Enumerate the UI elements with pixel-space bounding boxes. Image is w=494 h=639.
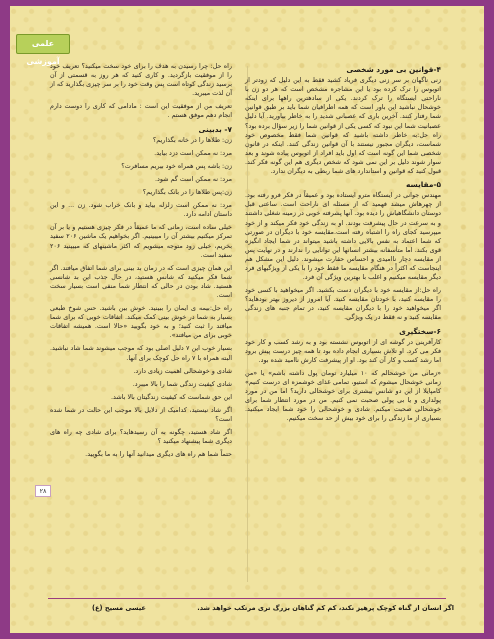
dialogue-line: زن:پس طلاها را در بانک بگذاریم؟ bbox=[142, 188, 232, 197]
paragraph: این حق شماست که کیفیت زندگیتان بالا باشد. bbox=[110, 392, 232, 401]
paragraph: شادی کیفیت زندگی شما را بالا میبرد. bbox=[132, 379, 232, 388]
paragraph: مهندس جوانی در ایستگاه مترو ایستاده بود و عمیقاً در فکر فرو رفته بود. از چهرهاش میشد فهمید که از مسئله ای ناراحت است. ساعتی قبل دوستان دانشگاهیاش را دیده بود. آنها پشرفته خوبی در زمینه شغلی داشتند و به سرعت در حال پیشرفت بودند. او به زندگی خود فکر میکند و از خود میپرسید کجای راه را اشتباه رفته است.مقایسه خود با دیگران در صورتی که شما اعتماد به نفس بالایی داشته باشید میتواند در شما ایجاد انگیزه قوی بکند. اما متأسفانه بیشتر انسانها این توانایی را ندارند و در نهایت پس از مقایسه دچار ناامیدی و احساس حقارت میشوند. دلیل این مشکل هم اینجاست که اکثراً در هنگام مقایسه ما فقط خود را با یکی از ویژگیهای فرد دیگر مقایسه میکنیم و اغلب با بهترین ویژگی آن فرد. bbox=[245, 191, 441, 282]
footer-quote: اگر انسان از گناه کوچک پرهیز نکند، کم کم گناهان بزرگ تری مرتکب خواهد شد. bbox=[197, 604, 454, 612]
heading-personal-rules: ۴-قوانین بی مورد شخصی bbox=[346, 65, 441, 74]
footer-rule bbox=[48, 598, 446, 599]
heading-strictness: ۶-سختگیری bbox=[399, 326, 441, 336]
paragraph: راه حل:بیمه ی ایمان را ببینید. خوش بین باشید. حس شوخ طبعی بسیار به شما در خوش بینی کمک میکند. اتفاقات خوبی که برای شما میافتد را ثبت کنید؛ و به خود بگویید «حالا است. همیشه اتفاقات خوبی برای من میافتد». bbox=[50, 304, 232, 340]
right-column bbox=[245, 62, 441, 427]
page-number: ۲۸ bbox=[35, 485, 51, 497]
section-tag: علمی آموزشی bbox=[16, 34, 70, 54]
paragraph: بسیار خوب این ۷ دلیل اصلی بود که موجب میشوند شما شاد نباشید. البته همراه با ۷ راه حل کوچک برای آنها. bbox=[50, 344, 232, 362]
paragraph: اگر شاد نیستید، کدامیک از دلایل بالا موجب این حالت در شما شده است؟ bbox=[50, 405, 232, 423]
paragraph: خیلی ساده است، زمانی که ما عمیقاً در فکر چیزی هستیم و یا بر آن تمرکز میکنیم بیشتر آن را میبینیم. اگر بخواهیم یک ماشین ۲۰۶ سفید بخریم، خیلی زود متوجه میشویم که اکثر ماشینهای که میبینید ۲۰۶ سفید است. bbox=[50, 223, 232, 259]
dialogue-line: مرد: نه ممکن است دزد بیاید. bbox=[154, 148, 232, 157]
paragraph: اگر شاد هستید، چگونه به آن رسیدهاید؟ برای شادی چه راه های دیگری شما پیشنهاد میکنید ؟ bbox=[50, 428, 232, 446]
paragraph: حتماً شما هم راه های دیگری میدانید آنها را به ما بگویید. bbox=[85, 450, 232, 459]
dialogue-line: مرد: نه ممکن است زلزله بیاید و بانک خراب شود. زن ... و این داستان ادامه دارد. bbox=[50, 201, 232, 219]
paragraph: تعریف من از موفقیت این است : مادامی که کاری را دوست دارم انجام دهم موفق هستم . bbox=[50, 102, 232, 120]
paragraph: راه حل: چرا رسیدن به هدف را برای خود سخت میکنید؟ تعریف خود را از موفقیت بازگردید. و کاری کنید که هر روز به قسمتی از آن برسید زندگی کوتاه است پس وقت خود را بر سر چیزی بگذارید که از آن لذت میبرید. bbox=[50, 62, 232, 98]
dialogue-line: مرد: نه ممکن است گم شود. bbox=[154, 174, 232, 183]
dialogue-line: زن: طلاها را در خانه بگذاریم؟ bbox=[152, 135, 232, 144]
dialogue-line: زن: باشه پس همراه خود بیریم مسافرت؟ bbox=[121, 161, 232, 170]
footer-author: عیسی مسیح (ع) bbox=[92, 604, 146, 612]
paragraph: «زمانی من خوشحالم که ۱۰ میلیارد تومان پول داشته باشم» یا «من زمانی خوشحال میشوم که استیو، تمامی غذای خوشمزه ای درست کنیم» کامپایلا از این دو شانس بیشتری برای خوشحالی دارید؟ اما من در مورد پولداری و یا بی پولی صحبت نمی کنیم. من در مورد انتظار شما برای خوشحالی صحبت میکنم. شادی و خوشحالی را خود شما ایجاد میکنید. بسیاری از ما زندگی را برای خود بیش از حد سخت میکنیم. bbox=[245, 368, 442, 423]
paragraph: کارآفرینی در گوشه ای از اتوبوس نشسته بود و به رشد کسب و کار خود فکر می کرد. او تلاش بسیاری انجام داده بود تا همه چیز درست پیش برود اما رشد کسب و کار آن کند بود. او از پیشرفت کارش ناامید شده بود. bbox=[245, 337, 441, 364]
heading-pessimism: ۷- بدبینی bbox=[198, 124, 232, 134]
paragraph: زنی ناگهان بر سر زنی دیگری فریاد کشید فقط به این دلیل که زودتر از اتوبوس را ترک کرده بود یا این مشاجره مشخص است که هر دو زن با ناراحتی ایستگاه را ترک کردند. یکی از سادهترین راهها برای اینکه خوشحال نباشید این باور است که همه اطرافیان شما باید بر طبق قوانین شما رفتار کنند. آخرین باری که عصبانی شدید را به خاطر بیاورید. آیا دلیل عصبانیت شما این نبود که کسی یکی از قوانین شما را زیر سؤال برده بود؟ راه حل:به خاطر داشته باشید که قوانین شما فقط مخصوص خود شماست، دیگران مجبور نیستند با آن قوانین زندگی کنند. اینکه در قانون شخصی شما این گونه است که اول باید افراد از اتوبوس پیاده شوند و بعد سوار شوند دلیل بر این نمی شود که شخص دیگری هم این گونه فکر کند. قبول کنید که قوانین و استاندارد های شما ربطی به دیگران ندارد. bbox=[245, 76, 441, 176]
heading-comparison: ۵-مقایسه bbox=[405, 180, 441, 190]
paragraph: این همان چیزی است که در زمان بد بینی برای شما اتفاق میافتد. اگر شما فکر میکنید که شانس هستید، در حال جذب این بد شانسی هستید. شاد بودن در حالی که انتظار شما منفی است بسیار سخت است. bbox=[50, 263, 232, 299]
paragraph: شادی و خوشحالی اهمیت زیادی دارد. bbox=[133, 366, 232, 375]
left-column bbox=[50, 62, 232, 463]
paragraph: راه حل:از مقایسه خود با دیگران دست بکشید. اگر میخواهید با کسی خود را مقایسه کنید، با خودتان مقایسه کنید. آیا امروز از دیروز بهتر بودهاید؟ اگر میخواهید خود را با دیگران مقایسه کنید، در تمام جنبه های زندگی مقایسه کنید و نه فقط در یک ویژگی. bbox=[245, 286, 441, 322]
